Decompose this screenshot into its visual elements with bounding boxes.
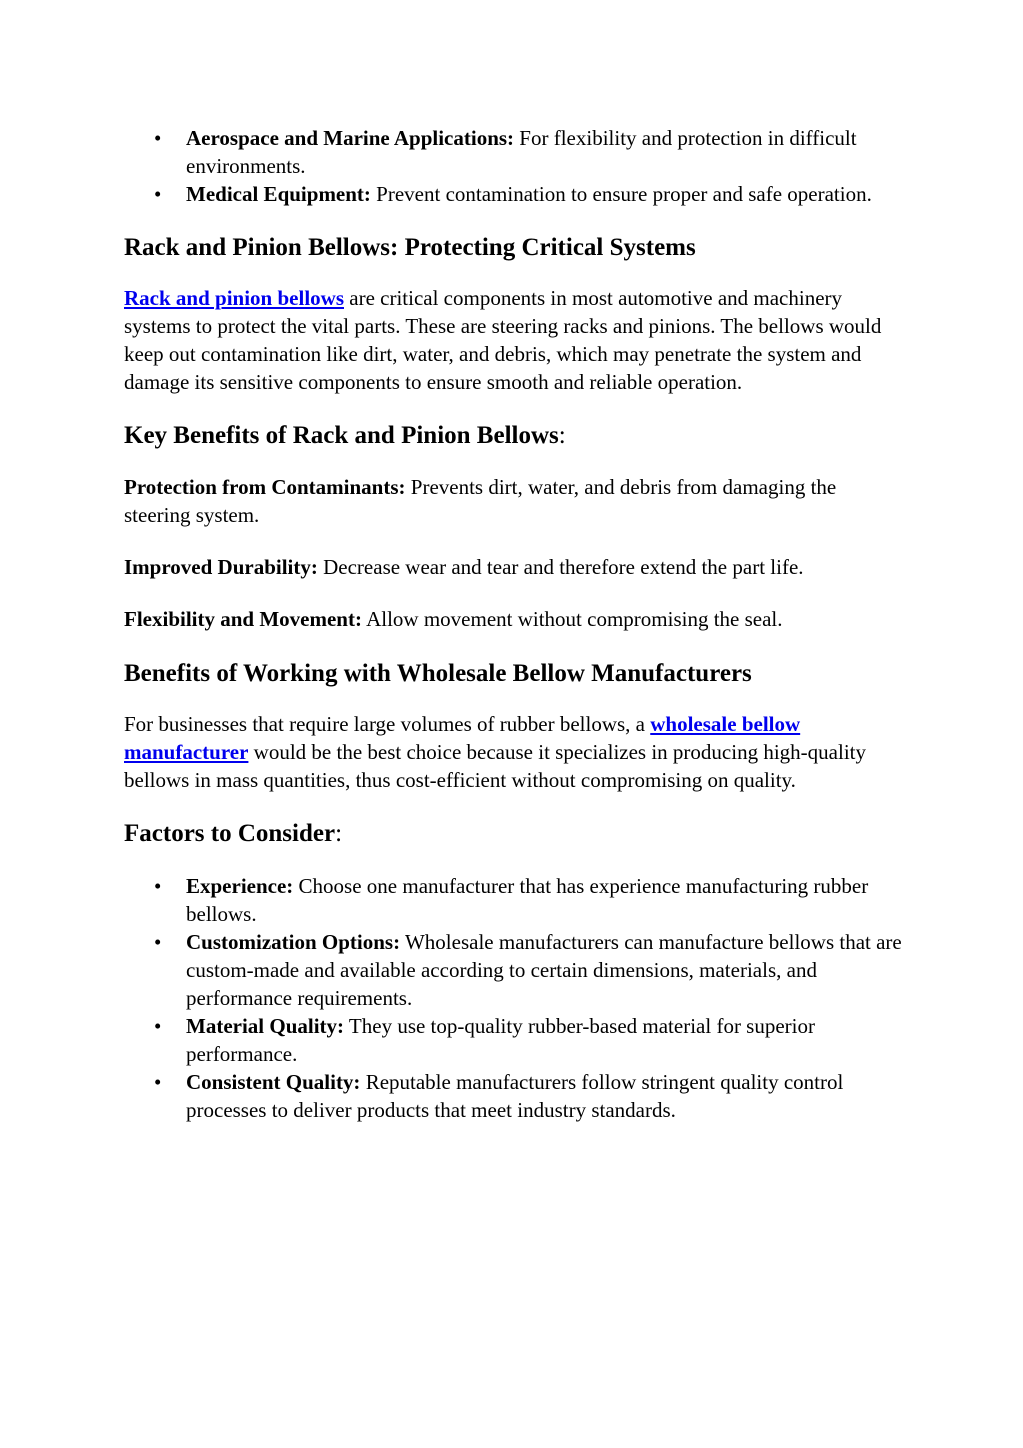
list-item-text: Choose one manufacturer that has experience manufacturing rubber bellows. — [186, 874, 869, 926]
list-item-text: Reputable manufacturers follow stringent quality control processes to deliver products that meet industry standards. — [186, 1070, 844, 1122]
bullet-icon: • — [154, 930, 162, 954]
benefit-label: Protection from Contaminants: — [124, 475, 406, 499]
list-item-label: Customization Options: — [186, 930, 401, 954]
wholesale-intro: For businesses that require large volumes of rubber bellows, a — [124, 712, 651, 736]
wholesale-body: would be the best choice because it specializes in producing high-quality bellows in mass quantities, thus cost-efficient without compromising on quality. — [124, 740, 866, 792]
benefit-text: Prevents dirt, water, and debris from damaging the steering system. — [124, 475, 837, 527]
benefit-paragraph — [124, 605, 904, 633]
benefit-label: Flexibility and Movement: — [124, 607, 362, 631]
wholesale-section-heading: Benefits of Working with Wholesale Bellow Manufacturers — [124, 660, 752, 687]
list-item-text: Prevent contamination to ensure proper and safe operation. — [370, 182, 872, 206]
list-item-text: For flexibility and protection in difficult environments. — [186, 126, 857, 178]
list-item-text: They use top-quality rubber-based material for superior performance. — [186, 1014, 815, 1066]
rack-section-paragraph — [124, 284, 904, 396]
benefits-heading-colon: : — [558, 422, 566, 449]
benefit-text: Allow movement without compromising the seal. — [361, 607, 783, 631]
list-item — [124, 1012, 904, 1068]
list-item — [124, 872, 904, 928]
bullet-icon: • — [154, 874, 162, 898]
bullet-icon: • — [154, 1014, 162, 1038]
list-item — [124, 1068, 904, 1124]
bullet-icon: • — [154, 1070, 162, 1094]
list-item — [124, 124, 904, 180]
rack-section-body: are critical components in most automotive and machinery systems to protect the vital parts. These are steering racks and pinions. The bellows would keep out contamination like dirt, water, and debris, which may penetrate the system and damage its sensitive components to ensure smooth and reliable operation. — [124, 286, 882, 394]
list-item-label: Aerospace and Marine Applications: — [186, 126, 515, 150]
benefits-section-heading — [124, 420, 904, 452]
document-page — [124, 124, 904, 1124]
list-item-label: Experience: — [186, 874, 294, 898]
list-item — [124, 180, 904, 208]
list-item-text: Wholesale manufacturers can manufacture bellows that are custom-made and available according to certain dimensions, materials, and performance requirements. — [186, 930, 902, 1010]
benefits-heading-text: Key Benefits of Rack and Pinion Bellows — [124, 422, 559, 449]
list-item-label: Medical Equipment: — [186, 182, 371, 206]
factors-section-heading — [124, 818, 904, 850]
rack-section-heading: Rack and Pinion Bellows: Protecting Critical Systems — [124, 234, 696, 261]
factors-heading-colon: : — [335, 820, 343, 847]
benefit-paragraph — [124, 473, 904, 529]
wholesale-bellow-manufacturer-link[interactable]: wholesale bellow manufacturer — [124, 712, 801, 764]
benefit-paragraph — [124, 553, 904, 581]
rack-and-pinion-bellows-link[interactable]: Rack and pinion bellows — [124, 286, 344, 310]
factors-list — [124, 872, 904, 1124]
bullet-icon: • — [154, 126, 162, 150]
list-item-label: Consistent Quality: — [186, 1070, 361, 1094]
benefit-label: Improved Durability: — [124, 555, 318, 579]
list-item-label: Material Quality: — [186, 1014, 345, 1038]
bullet-icon: • — [154, 182, 162, 206]
factors-heading-text: Factors to Consider — [124, 820, 336, 847]
benefit-text: Decrease wear and tear and therefore extend the part life. — [317, 555, 804, 579]
applications-list — [124, 124, 904, 208]
list-item — [124, 928, 904, 1012]
wholesale-section-paragraph — [124, 710, 904, 794]
